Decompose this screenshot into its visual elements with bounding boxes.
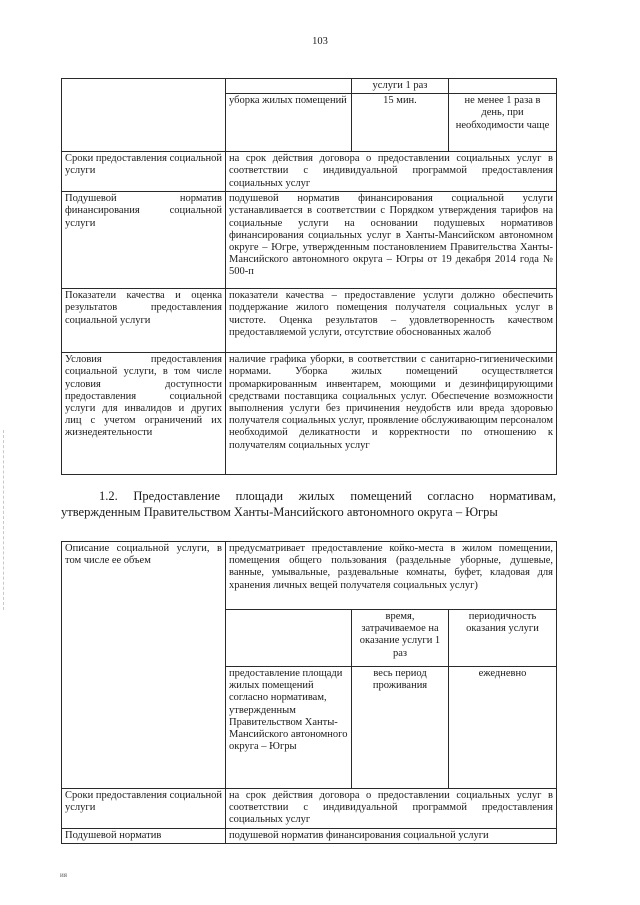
row-label: Сроки предоставления социальной услуги [62,789,226,829]
table-row [62,152,557,192]
row-value: подушевой норматив финансирования социальной услуги устанавливается в соответствии с Порядком утверждения тарифов на социальные услуги на основании подушевых нормативов финансирования социальных услуг в Ханты-Мансийском автономном округе – Югре, утвержденным постановлением Правительства Ханты-Мансийского автономного округа – Югры от 19 декабря 2014 года № 500-п [226,192,557,289]
periodicity-cell: не менее 1 раза в день, при необходимости чаще [449,94,557,152]
row-label: Показатели качества и оценка результатов предоставления социальной услуги [62,289,226,353]
section-heading: 1.2. Предоставление площади жилых помещений согласно нормативам, утвержденным Правительством Ханты-Мансийского автономного округа – Югры [61,489,556,519]
table-row [62,289,557,353]
service-name-cell: предоставление площади жилых помещений согласно нормативам, утвержденным Правительством Ханты-Мансийского автономного округа – Югры [226,667,352,789]
table-row [62,353,557,475]
time-cell: услуги 1 раз [352,79,449,94]
row-value: показатели качества – предоставление услуги должно обеспечить поддержание жилого помещения получателя социальных услуг в чистоте. Оценка результатов – удовлетворенность качеством предоставляемой услуги, отсутствие обоснованных жалоб [226,289,557,353]
footer-mark: ия [60,871,67,879]
table-cell-empty [62,79,226,152]
row-label: Описание социальной услуги, в том числе ее объем [62,542,226,789]
row-label: Подушевой норматив [62,829,226,844]
time-cell: 15 мин. [352,94,449,152]
table-row [62,79,557,94]
row-value: предусматривает предоставление койко-места в жилом помещении, помещения общего пользования (раздельные уборные, душевые, ванные, умывальные, раздевальные комнаты, буфет, кладовая для хранения личных вещей получателя социальных услуг) [226,542,557,610]
column-header-time: время, затрачиваемое на оказание услуги 1 раз [352,610,449,667]
row-label: Условия предоставления социальной услуги, в том числе условия доступности предоставления социальной услуги для инвалидов и других лиц с учетом ограничений их жизнедеятельности [62,353,226,475]
time-cell: весь период проживания [352,667,449,789]
table-cell-empty [449,79,557,94]
table-row [62,829,557,844]
scan-edge-mark [3,430,6,610]
table-row [62,789,557,829]
row-value: подушевой норматив финансирования социальной услуги [226,829,557,844]
page-number: 103 [312,36,328,47]
table-row [62,192,557,289]
row-value: на срок действия договора о предоставлении социальных услуг в соответствии с индивидуальной программой предоставления социальных услуг [226,152,557,192]
table-cell-empty [226,79,352,94]
table-row [62,542,557,610]
table-cell-empty [226,610,352,667]
periodicity-cell: ежедневно [449,667,557,789]
column-header-periodicity: периодичность оказания услуги [449,610,557,667]
service-name-cell: уборка жилых помещений [226,94,352,152]
service-table [61,541,557,844]
row-value: наличие графика уборки, в соответствии с санитарно-гигиеническими нормами. Уборка жилых помещений осуществляется промаркированным инвентарем, моющими и дезинфицирующими средствами поставщика социальных услуг. Обеспечение возможности выполнения услуги без причинения неудобств или вреда здоровью получателя социальных услуг, проявление обслуживающим персоналом необходимой деликатности и корректности по отношению к получателям социальных услуг [226,353,557,475]
row-value: на срок действия договора о предоставлении социальных услуг в соответствии с индивидуальной программой предоставления социальных услуг [226,789,557,829]
service-table-continued [61,78,557,475]
row-label: Сроки предоставления социальной услуги [62,152,226,192]
row-label: Подушевой норматив финансирования социальной услуги [62,192,226,289]
